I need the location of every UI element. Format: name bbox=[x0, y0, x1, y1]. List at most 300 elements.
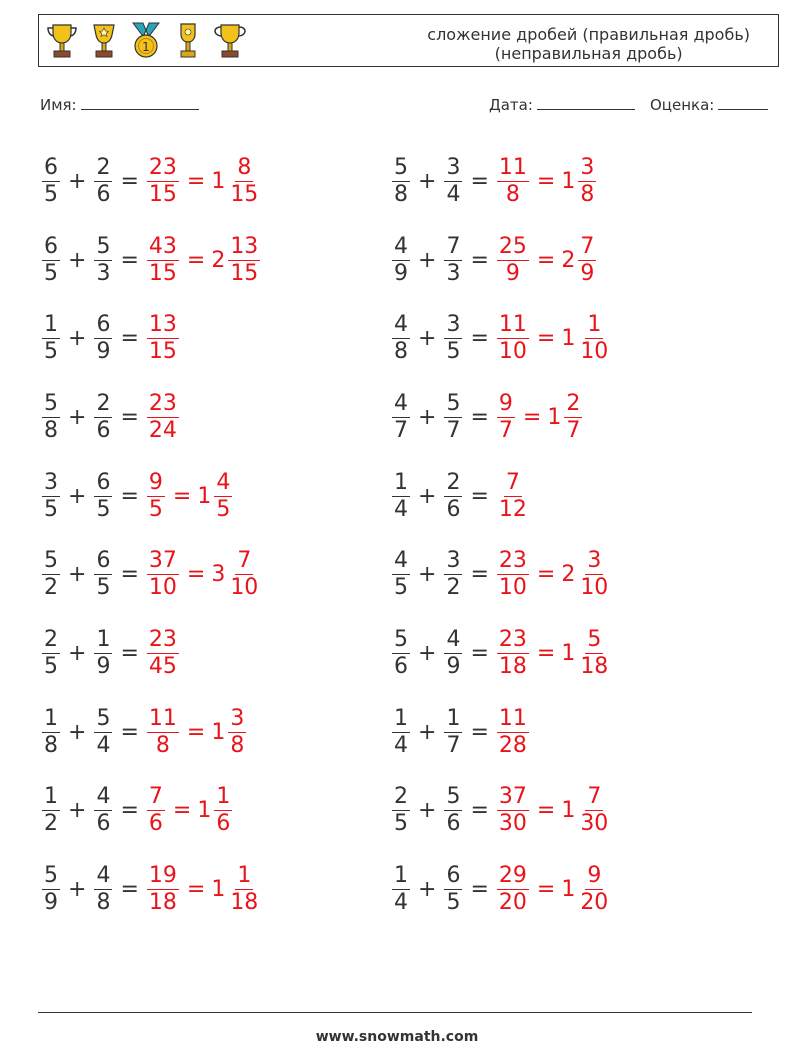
answer bbox=[145, 313, 181, 364]
mixed-numerator: 3 bbox=[580, 154, 595, 180]
trophy-cup-icon bbox=[45, 21, 79, 61]
fraction-a bbox=[42, 392, 60, 443]
fraction-b bbox=[444, 549, 462, 600]
mixed-whole: 3 bbox=[211, 562, 226, 588]
fraction-a bbox=[42, 235, 60, 286]
improper-answer-numerator: 11 bbox=[498, 705, 527, 731]
fraction-b-numerator: 5 bbox=[96, 705, 111, 731]
mixed-fraction bbox=[228, 549, 260, 600]
plus-sign: + bbox=[68, 640, 87, 666]
improper-answer-numerator: 11 bbox=[498, 154, 527, 180]
fraction-a-numerator: 1 bbox=[394, 469, 408, 495]
improper-answer-numerator: 25 bbox=[498, 233, 527, 259]
mixed-numerator: 7 bbox=[587, 784, 602, 810]
improper-answer-numerator: 29 bbox=[498, 863, 527, 889]
equals-sign: = bbox=[186, 247, 206, 273]
answer bbox=[495, 156, 598, 207]
mixed-whole: 1 bbox=[561, 798, 576, 824]
fraction-b bbox=[94, 864, 112, 915]
fraction-a bbox=[42, 549, 60, 600]
fraction-b bbox=[444, 628, 462, 679]
improper-answer-numerator: 9 bbox=[148, 469, 163, 495]
improper-answer bbox=[147, 471, 165, 522]
improper-answer-denominator: 20 bbox=[498, 890, 527, 916]
name-field bbox=[40, 96, 199, 114]
problem-row bbox=[40, 221, 262, 300]
answer bbox=[495, 313, 612, 364]
fraction-b-numerator: 1 bbox=[96, 626, 111, 652]
fraction-b-denominator: 5 bbox=[96, 496, 111, 522]
fraction-a bbox=[392, 549, 410, 600]
fraction-b-numerator: 1 bbox=[446, 705, 461, 731]
mixed-numerator: 1 bbox=[237, 863, 252, 889]
fraction-a-numerator: 5 bbox=[44, 390, 58, 416]
mixed-whole: 1 bbox=[197, 483, 212, 509]
improper-answer-numerator: 11 bbox=[498, 312, 527, 338]
grade-field bbox=[650, 96, 768, 114]
improper-answer-denominator: 18 bbox=[148, 890, 177, 916]
plus-sign: + bbox=[68, 404, 87, 430]
mixed-whole: 1 bbox=[547, 404, 562, 430]
fraction-a-denominator: 8 bbox=[394, 339, 408, 365]
equals-sign: = bbox=[120, 640, 139, 666]
improper-answer-numerator: 23 bbox=[498, 548, 527, 574]
fraction-b bbox=[94, 628, 112, 679]
fraction-b-numerator: 7 bbox=[446, 233, 461, 259]
problem-row bbox=[390, 850, 612, 929]
fraction-a-denominator: 4 bbox=[394, 496, 408, 522]
answer bbox=[495, 471, 531, 522]
plus-sign: + bbox=[418, 877, 437, 903]
fraction-a-denominator: 7 bbox=[394, 417, 408, 443]
plus-sign: + bbox=[68, 168, 87, 194]
trophy-icons bbox=[45, 21, 247, 63]
improper-answer-numerator: 23 bbox=[148, 154, 177, 180]
answer bbox=[495, 235, 598, 286]
improper-answer bbox=[497, 628, 529, 679]
answer bbox=[145, 549, 262, 600]
improper-answer bbox=[497, 785, 529, 836]
answer bbox=[495, 392, 584, 443]
fraction-b-numerator: 4 bbox=[96, 784, 111, 810]
equals-sign: = bbox=[536, 247, 556, 273]
equals-sign: = bbox=[172, 483, 192, 509]
fraction-b-numerator: 4 bbox=[96, 863, 111, 889]
improper-answer-numerator: 37 bbox=[498, 784, 527, 810]
mixed-whole: 1 bbox=[561, 168, 576, 194]
fraction-b-denominator: 9 bbox=[96, 339, 111, 365]
plus-sign: + bbox=[68, 877, 87, 903]
plus-sign: + bbox=[418, 168, 437, 194]
mixed-denominator: 30 bbox=[580, 811, 609, 837]
improper-answer-denominator: 7 bbox=[498, 417, 513, 443]
equals-sign: = bbox=[470, 798, 489, 824]
fraction-a-denominator: 2 bbox=[44, 575, 58, 601]
fraction-a bbox=[42, 785, 60, 836]
fraction-a-denominator: 5 bbox=[44, 260, 58, 286]
fraction-a-denominator: 4 bbox=[394, 890, 408, 916]
problems-column-right bbox=[390, 142, 612, 929]
title-line-2: (неправильная дробь) bbox=[494, 44, 683, 63]
mixed-fraction bbox=[578, 785, 610, 836]
improper-answer bbox=[497, 392, 515, 443]
mixed-fraction bbox=[578, 156, 596, 207]
fraction-a-numerator: 5 bbox=[394, 626, 408, 652]
equals-sign: = bbox=[470, 562, 489, 588]
fraction-b-denominator: 3 bbox=[446, 260, 461, 286]
mixed-denominator: 7 bbox=[566, 417, 581, 443]
equals-sign: = bbox=[120, 404, 139, 430]
footer-divider bbox=[38, 1012, 752, 1013]
fraction-a-denominator: 6 bbox=[394, 653, 408, 679]
fraction-b-denominator: 7 bbox=[446, 417, 461, 443]
problem-row bbox=[390, 142, 612, 221]
fraction-b bbox=[94, 235, 112, 286]
mixed-numerator: 7 bbox=[237, 548, 252, 574]
plus-sign: + bbox=[68, 798, 87, 824]
equals-sign: = bbox=[120, 719, 139, 745]
mixed-denominator: 9 bbox=[580, 260, 595, 286]
mixed-denominator: 8 bbox=[580, 181, 595, 207]
fraction-b-denominator: 5 bbox=[96, 575, 111, 601]
fraction-a-numerator: 1 bbox=[44, 784, 58, 810]
equals-sign: = bbox=[536, 562, 556, 588]
mixed-fraction bbox=[228, 156, 260, 207]
fraction-a bbox=[392, 785, 410, 836]
fraction-b bbox=[94, 549, 112, 600]
plus-sign: + bbox=[68, 562, 87, 588]
mixed-whole: 1 bbox=[211, 877, 226, 903]
header-box bbox=[38, 14, 779, 67]
mixed-denominator: 18 bbox=[230, 890, 259, 916]
mixed-numerator: 13 bbox=[230, 233, 259, 259]
improper-answer bbox=[147, 313, 179, 364]
mixed-fraction bbox=[228, 864, 260, 915]
fraction-b-denominator: 5 bbox=[446, 339, 461, 365]
fraction-b-numerator: 5 bbox=[96, 233, 111, 259]
fraction-a-numerator: 2 bbox=[44, 626, 58, 652]
mixed-fraction bbox=[578, 313, 610, 364]
trophy-cup-icon bbox=[213, 21, 247, 61]
equals-sign: = bbox=[120, 247, 139, 273]
fraction-b-denominator: 4 bbox=[96, 732, 111, 758]
fraction-a bbox=[392, 471, 410, 522]
improper-answer-denominator: 18 bbox=[498, 653, 527, 679]
improper-answer-numerator: 7 bbox=[148, 784, 163, 810]
problem-row bbox=[390, 614, 612, 693]
fraction-a-numerator: 4 bbox=[394, 548, 408, 574]
fraction-b bbox=[444, 392, 462, 443]
improper-answer-denominator: 15 bbox=[148, 339, 177, 365]
date-field bbox=[489, 96, 635, 114]
mixed-denominator: 20 bbox=[580, 890, 609, 916]
improper-answer-denominator: 5 bbox=[148, 496, 163, 522]
equals-sign: = bbox=[186, 562, 206, 588]
fraction-b bbox=[444, 313, 462, 364]
mixed-whole: 2 bbox=[561, 562, 576, 588]
fraction-b-denominator: 6 bbox=[96, 181, 111, 207]
improper-answer-numerator: 23 bbox=[498, 626, 527, 652]
answer bbox=[145, 471, 234, 522]
mixed-denominator: 5 bbox=[216, 496, 231, 522]
improper-answer-denominator: 15 bbox=[148, 260, 177, 286]
improper-answer bbox=[147, 235, 179, 286]
fraction-b bbox=[444, 707, 462, 758]
fraction-b bbox=[94, 785, 112, 836]
fraction-b-numerator: 4 bbox=[446, 626, 461, 652]
fraction-a-denominator: 5 bbox=[44, 496, 58, 522]
fraction-b-numerator: 6 bbox=[96, 312, 111, 338]
fraction-b-denominator: 4 bbox=[446, 181, 461, 207]
fraction-a-denominator: 4 bbox=[394, 732, 408, 758]
improper-answer-numerator: 13 bbox=[148, 312, 177, 338]
problem-row bbox=[40, 850, 262, 929]
improper-answer bbox=[497, 156, 529, 207]
fraction-a bbox=[392, 392, 410, 443]
problem-row bbox=[40, 142, 262, 221]
fraction-b bbox=[94, 471, 112, 522]
equals-sign: = bbox=[120, 326, 139, 352]
answer bbox=[495, 707, 531, 758]
mixed-whole: 1 bbox=[197, 798, 212, 824]
mixed-numerator: 8 bbox=[237, 154, 252, 180]
fraction-b-denominator: 3 bbox=[96, 260, 111, 286]
answer bbox=[495, 785, 612, 836]
equals-sign: = bbox=[120, 562, 139, 588]
improper-answer-denominator: 8 bbox=[505, 181, 520, 207]
mixed-fraction bbox=[564, 392, 582, 443]
improper-answer bbox=[497, 707, 529, 758]
plus-sign: + bbox=[68, 326, 87, 352]
fraction-a bbox=[42, 628, 60, 679]
fraction-b bbox=[444, 235, 462, 286]
equals-sign: = bbox=[120, 798, 139, 824]
fraction-b bbox=[444, 864, 462, 915]
fraction-b-numerator: 6 bbox=[446, 863, 461, 889]
fraction-b-numerator: 5 bbox=[446, 390, 461, 416]
fraction-a-denominator: 5 bbox=[44, 181, 58, 207]
improper-answer-denominator: 8 bbox=[155, 732, 170, 758]
medal-icon bbox=[129, 21, 163, 61]
small-cup-icon bbox=[171, 21, 205, 61]
fraction-a bbox=[42, 471, 60, 522]
mixed-whole: 1 bbox=[561, 640, 576, 666]
mixed-fraction bbox=[214, 471, 232, 522]
mixed-whole: 1 bbox=[561, 326, 576, 352]
mixed-whole: 2 bbox=[561, 247, 576, 273]
problem-row bbox=[390, 693, 612, 772]
fraction-a-numerator: 6 bbox=[44, 154, 58, 180]
equals-sign: = bbox=[120, 168, 139, 194]
fraction-b bbox=[94, 313, 112, 364]
problem-row bbox=[390, 772, 612, 851]
mixed-denominator: 8 bbox=[230, 732, 245, 758]
fraction-a bbox=[392, 628, 410, 679]
equals-sign: = bbox=[470, 483, 489, 509]
fraction-a-numerator: 6 bbox=[44, 233, 58, 259]
equals-sign: = bbox=[470, 719, 489, 745]
answer bbox=[145, 392, 181, 443]
fraction-b bbox=[94, 156, 112, 207]
fraction-a-numerator: 1 bbox=[44, 312, 58, 338]
mixed-whole: 1 bbox=[211, 719, 226, 745]
fraction-b bbox=[444, 785, 462, 836]
problem-row bbox=[390, 378, 612, 457]
fraction-a-numerator: 1 bbox=[394, 705, 408, 731]
fraction-a-numerator: 1 bbox=[44, 705, 58, 731]
mixed-numerator: 7 bbox=[580, 233, 595, 259]
improper-answer bbox=[497, 471, 529, 522]
problem-row bbox=[390, 221, 612, 300]
improper-answer bbox=[497, 235, 529, 286]
fraction-a-denominator: 8 bbox=[394, 181, 408, 207]
fraction-b bbox=[94, 392, 112, 443]
fraction-a-denominator: 5 bbox=[44, 653, 58, 679]
fraction-a bbox=[392, 707, 410, 758]
fraction-a bbox=[392, 864, 410, 915]
plus-sign: + bbox=[418, 562, 437, 588]
equals-sign: = bbox=[470, 640, 489, 666]
equals-sign: = bbox=[536, 326, 556, 352]
date-label: Дата: bbox=[489, 96, 533, 114]
problem-row bbox=[40, 378, 262, 457]
improper-answer-denominator: 12 bbox=[498, 496, 527, 522]
improper-answer-denominator: 28 bbox=[498, 732, 527, 758]
fraction-b-denominator: 6 bbox=[96, 417, 111, 443]
problem-row bbox=[390, 457, 612, 536]
mixed-numerator: 2 bbox=[566, 390, 581, 416]
fraction-a-numerator: 4 bbox=[394, 390, 408, 416]
equals-sign: = bbox=[522, 404, 542, 430]
equals-sign: = bbox=[536, 640, 556, 666]
answer bbox=[145, 707, 248, 758]
name-blank[interactable] bbox=[81, 96, 199, 110]
mixed-denominator: 10 bbox=[230, 575, 259, 601]
answer bbox=[145, 156, 262, 207]
fraction-a bbox=[392, 156, 410, 207]
answer bbox=[495, 549, 612, 600]
fraction-b-numerator: 6 bbox=[96, 548, 111, 574]
fraction-a-numerator: 4 bbox=[394, 312, 408, 338]
mixed-fraction bbox=[214, 785, 232, 836]
plus-sign: + bbox=[418, 326, 437, 352]
mixed-fraction bbox=[578, 864, 610, 915]
plus-sign: + bbox=[418, 247, 437, 273]
equals-sign: = bbox=[470, 326, 489, 352]
mixed-whole: 1 bbox=[211, 168, 226, 194]
problem-row bbox=[390, 535, 612, 614]
improper-answer-denominator: 10 bbox=[148, 575, 177, 601]
answer bbox=[495, 864, 612, 915]
mixed-denominator: 15 bbox=[230, 260, 259, 286]
improper-answer-numerator: 37 bbox=[148, 548, 177, 574]
fraction-a-denominator: 8 bbox=[44, 417, 58, 443]
equals-sign: = bbox=[536, 798, 556, 824]
improper-answer bbox=[497, 549, 529, 600]
fraction-b-numerator: 5 bbox=[446, 784, 461, 810]
mixed-denominator: 6 bbox=[216, 811, 231, 837]
answer bbox=[495, 628, 612, 679]
improper-answer-numerator: 43 bbox=[148, 233, 177, 259]
equals-sign: = bbox=[120, 877, 139, 903]
fraction-b-denominator: 6 bbox=[446, 811, 461, 837]
plus-sign: + bbox=[68, 247, 87, 273]
svg-text:1: 1 bbox=[142, 40, 150, 54]
fraction-b bbox=[444, 156, 462, 207]
fraction-a bbox=[42, 313, 60, 364]
fraction-b-numerator: 2 bbox=[96, 154, 111, 180]
improper-answer-numerator: 23 bbox=[148, 626, 177, 652]
fraction-b-numerator: 6 bbox=[96, 469, 111, 495]
answer bbox=[145, 785, 234, 836]
fraction-b-denominator: 9 bbox=[96, 653, 111, 679]
problem-row bbox=[390, 299, 612, 378]
improper-answer bbox=[147, 628, 179, 679]
improper-answer bbox=[147, 707, 179, 758]
date-blank[interactable] bbox=[537, 96, 635, 110]
fraction-a-numerator: 3 bbox=[44, 469, 58, 495]
improper-answer-denominator: 24 bbox=[148, 417, 177, 443]
improper-answer-denominator: 6 bbox=[148, 811, 163, 837]
fraction-a-denominator: 8 bbox=[44, 732, 58, 758]
footer-url: www.snowmath.com bbox=[315, 1029, 479, 1045]
improper-answer bbox=[147, 392, 179, 443]
improper-answer bbox=[147, 156, 179, 207]
mixed-whole: 2 bbox=[211, 247, 226, 273]
improper-answer-denominator: 10 bbox=[498, 339, 527, 365]
improper-answer bbox=[497, 313, 529, 364]
fraction-b-numerator: 3 bbox=[446, 548, 461, 574]
mixed-fraction bbox=[228, 707, 246, 758]
plus-sign: + bbox=[418, 719, 437, 745]
fraction-b bbox=[94, 707, 112, 758]
improper-answer-numerator: 9 bbox=[498, 390, 513, 416]
plus-sign: + bbox=[418, 404, 437, 430]
improper-answer-denominator: 15 bbox=[148, 181, 177, 207]
problems-column-left bbox=[40, 142, 262, 929]
fraction-b-denominator: 6 bbox=[96, 811, 111, 837]
grade-blank[interactable] bbox=[718, 96, 768, 110]
fraction-b-numerator: 3 bbox=[446, 154, 461, 180]
fraction-a-numerator: 5 bbox=[394, 154, 408, 180]
problem-row bbox=[40, 772, 262, 851]
improper-answer-denominator: 45 bbox=[148, 653, 177, 679]
mixed-numerator: 5 bbox=[587, 626, 602, 652]
mixed-fraction bbox=[228, 235, 260, 286]
grade-label: Оценка: bbox=[650, 96, 715, 114]
fraction-b-denominator: 5 bbox=[446, 890, 461, 916]
fraction-a-numerator: 5 bbox=[44, 863, 58, 889]
star-trophy-icon bbox=[87, 21, 121, 61]
fraction-a-numerator: 4 bbox=[394, 233, 408, 259]
fraction-b-numerator: 2 bbox=[446, 469, 461, 495]
problem-row bbox=[40, 299, 262, 378]
mixed-numerator: 9 bbox=[587, 863, 602, 889]
mixed-whole: 1 bbox=[561, 877, 576, 903]
equals-sign: = bbox=[186, 877, 206, 903]
mixed-denominator: 10 bbox=[580, 339, 609, 365]
problem-row bbox=[40, 614, 262, 693]
mixed-fraction bbox=[578, 628, 610, 679]
mixed-fraction bbox=[578, 549, 610, 600]
plus-sign: + bbox=[68, 719, 87, 745]
fraction-b-numerator: 3 bbox=[446, 312, 461, 338]
equals-sign: = bbox=[186, 168, 206, 194]
equals-sign: = bbox=[536, 168, 556, 194]
mixed-denominator: 15 bbox=[230, 181, 259, 207]
fraction-b-denominator: 2 bbox=[446, 575, 461, 601]
fraction-a-denominator: 9 bbox=[394, 260, 408, 286]
